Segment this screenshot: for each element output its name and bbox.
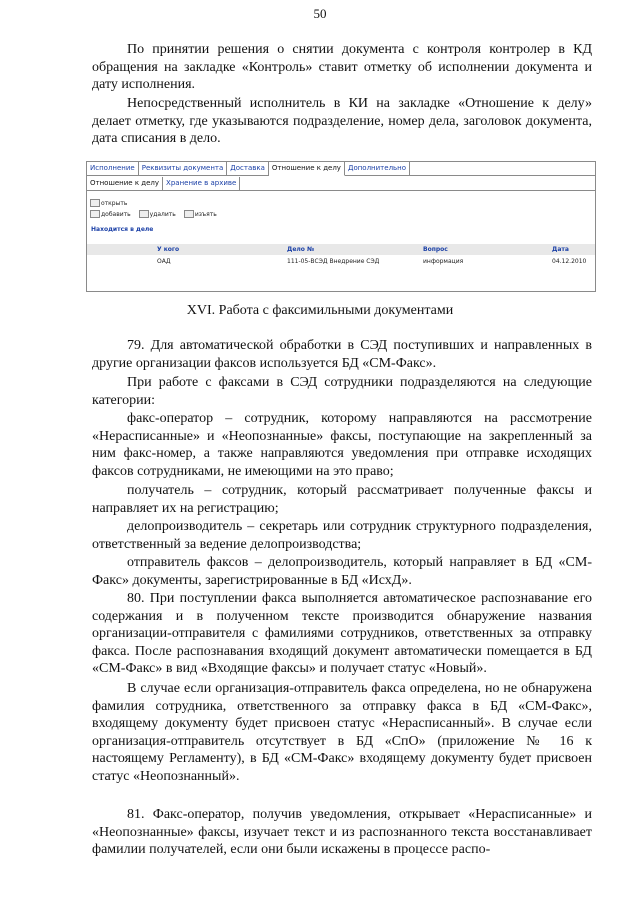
cell-question: информация xyxy=(423,258,464,265)
paragraph-status: В случае если организация-отправитель факса определена, но не обнаружена фамилия сотрудника, ответственного за отправку факса в БД «СМ-Факс», входящему документу будет присвоен статус «Нерасписанный». В случае если организация-отправитель отсутствует в БД «СпО» (приложение № 16 к настоящему Регламенту), в БД «СМ-Факс» входящему документу будет присвоен статус «Неопознанный». xyxy=(92,681,592,784)
paragraph-recipient: получатель – сотрудник, который рассматривает полученные факсы и направляет их на регистрацию; xyxy=(92,483,592,516)
remove-label: изъять xyxy=(194,210,217,218)
paragraph-control-removal: По принятии решения о снятии документа с контроля контролер в КД обращения на закладке «Контроль» ставит отметку об исполнении документа и дату исполнения. xyxy=(92,42,592,93)
cell-date: 04.12.2010 xyxy=(552,258,587,265)
paragraph-clerk: делопроизводитель – секретарь или сотрудник структурного подразделения, ответственный за ведение делопроизводства; xyxy=(92,519,592,552)
delete-icon xyxy=(139,210,149,218)
paragraph-categories: При работе с факсами в СЭД сотрудники подразделяются на следующие категории: xyxy=(92,375,592,408)
subtab-case-relation[interactable]: Отношение к делу xyxy=(87,177,163,190)
tab-case-relation[interactable]: Отношение к делу xyxy=(269,162,345,176)
document-tabs xyxy=(87,162,595,176)
section-title: XVI. Работа с факсимильными документами xyxy=(186,303,454,318)
column-date[interactable]: Дата xyxy=(552,246,569,253)
cell-who: ОАД xyxy=(157,258,171,265)
add-button[interactable] xyxy=(90,210,131,218)
toolbar-actions xyxy=(90,210,217,218)
tab-execution[interactable]: Исполнение xyxy=(87,162,139,175)
add-label: добавить xyxy=(101,210,131,218)
subtab-archive-storage[interactable]: Хранение в архиве xyxy=(163,177,240,190)
remove-button[interactable] xyxy=(184,210,217,218)
paragraph-case-relation: Непосредственный исполнитель в КИ на закладке «Отношение к делу» делает отметку, где указываются подразделение, номер дела, заголовок документа, дата списания в дело. xyxy=(92,96,592,147)
column-question[interactable]: Вопрос xyxy=(423,246,448,253)
open-label: открыть xyxy=(101,199,128,207)
paragraph-79: 79. Для автоматической обработки в СЭД поступивших и направленных в другие организации факсов используется БД «СМ-Факс». xyxy=(92,338,592,371)
delete-label: удалить xyxy=(149,210,176,218)
table-header xyxy=(87,244,595,255)
paragraph-81: 81. Факс-оператор, получив уведомления, открывает «Нерасписанные» и «Неопознанные» факсы, изучает текст и из распознанного текста восстанавливает фамилии получателей, если они были искажены в процессе распо- xyxy=(92,807,592,858)
column-case[interactable]: Дело № xyxy=(287,246,315,253)
open-button[interactable] xyxy=(90,199,127,207)
table-row[interactable] xyxy=(87,256,595,267)
paragraph-sender: отправитель факсов – делопроизводитель, который направляет в БД «СМ-Факс» документы, зарегистрированные в БД «ИсхД». xyxy=(92,555,592,588)
sub-tabs xyxy=(87,177,595,191)
folder-icon xyxy=(90,199,100,207)
group-title: Находится в деле xyxy=(91,226,154,233)
cell-case: 111-05-ВСЭД Внедрение СЭД xyxy=(287,258,380,265)
page-number: 50 xyxy=(313,6,327,21)
tab-document-details[interactable]: Реквизиты документа xyxy=(139,162,228,175)
add-icon xyxy=(90,210,100,218)
remove-icon xyxy=(184,210,194,218)
delete-button[interactable] xyxy=(139,210,176,218)
paragraph-fax-operator: факс-оператор – сотрудник, которому направляются на рассмотрение «Нерасписанные» и «Неопознанные» факсы, поступающие на закрепленный за ним факс-номер, а также направляются уведомления при отправке исходящих факсов сотрудниками, не имеющими на это право; xyxy=(92,411,592,479)
tab-additional[interactable]: Дополнительно xyxy=(345,162,410,175)
tab-delivery[interactable]: Доставка xyxy=(227,162,269,175)
paragraph-80: 80. При поступлении факса выполняется автоматическое распознавание его содержания и в полученном тексте производится обнаружение названия организации-отправителя с фамилиями сотрудников, ответственных за отправку факса. После распознавания входящий документ автоматически помещается в БД «СМ-Факс» в вид «Входящие факсы» и получает статус «Новый». xyxy=(92,591,592,677)
embedded-screenshot xyxy=(86,161,596,292)
toolbar-open xyxy=(90,199,127,207)
column-who[interactable]: У кого xyxy=(157,246,180,253)
